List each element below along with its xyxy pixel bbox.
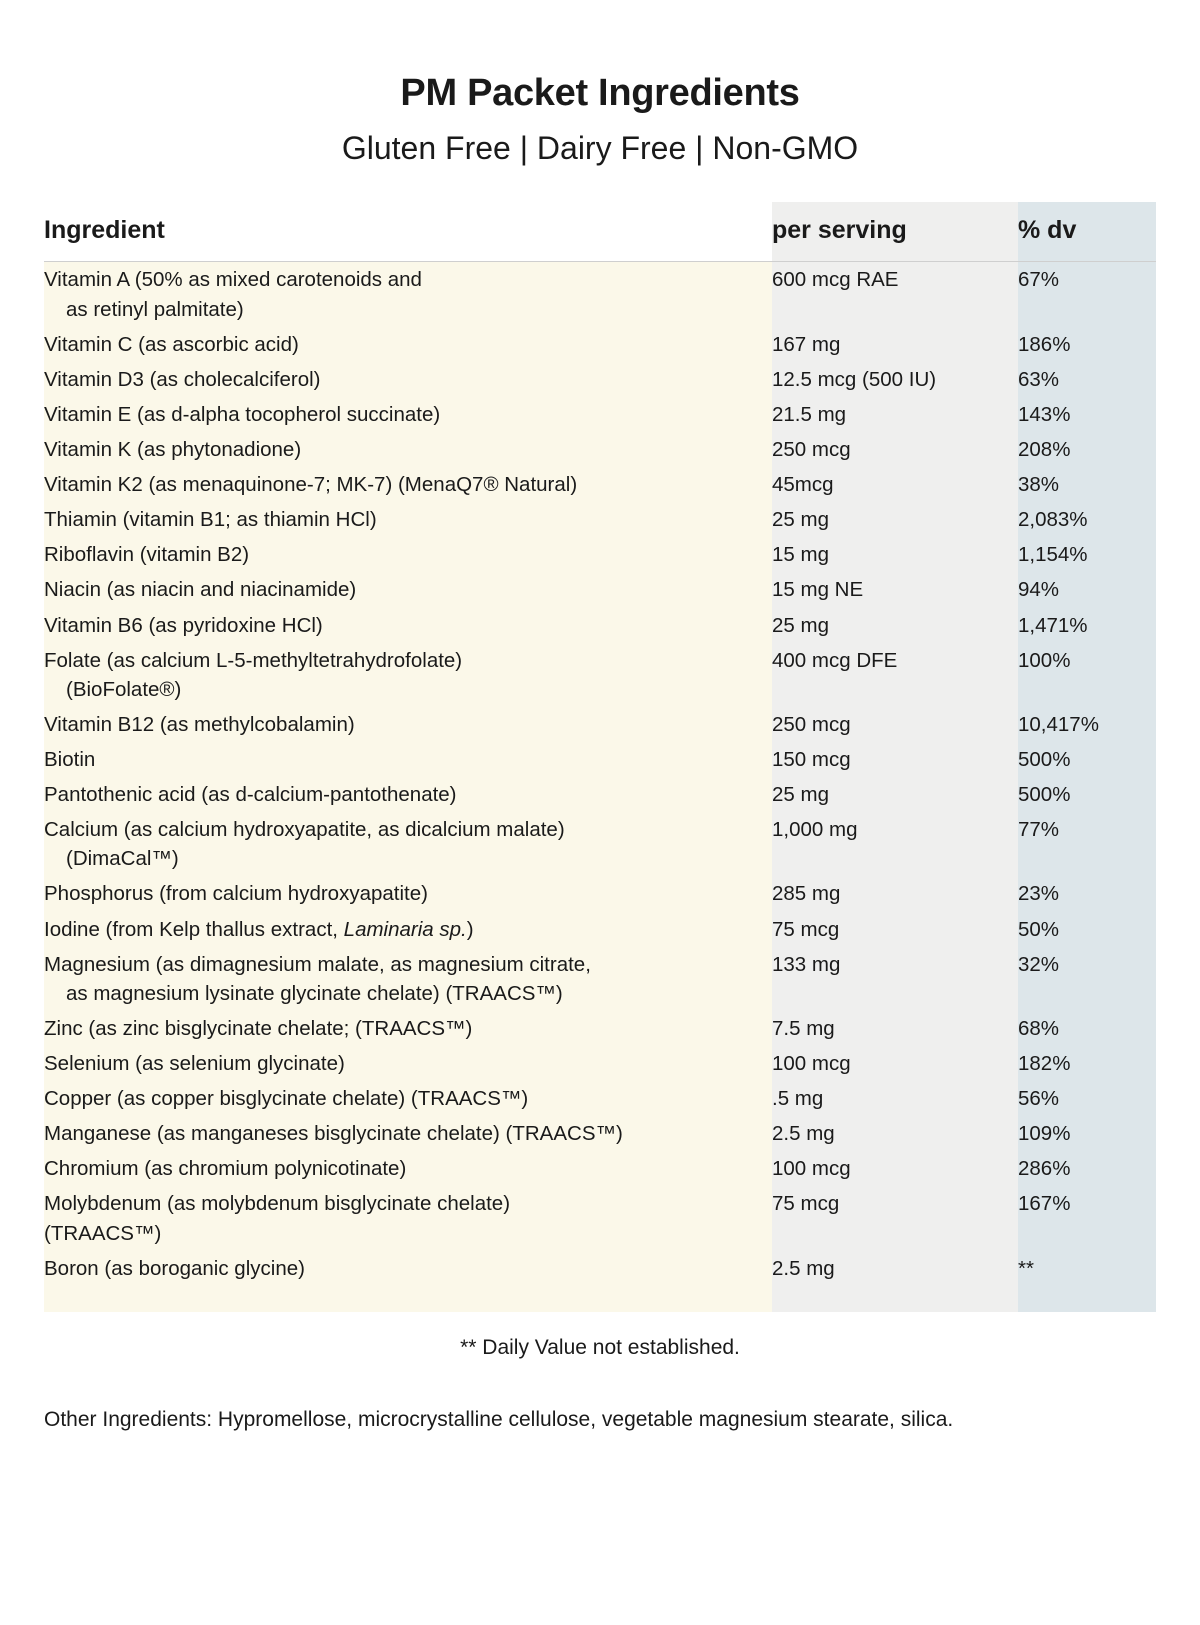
ingredient-per-serving: 15 mg NE xyxy=(772,572,1018,607)
ingredient-name: Vitamin K (as phytonadione) xyxy=(44,432,772,467)
ingredient-percent-dv: 500% xyxy=(1018,777,1156,812)
table-bottom-filler xyxy=(44,1286,1156,1312)
ingredient-name: Zinc (as zinc bisglycinate chelate; (TRAACS™) xyxy=(44,1011,772,1046)
ingredient-name: Manganese (as manganeses bisglycinate chelate) (TRAACS™) xyxy=(44,1116,772,1151)
table-row xyxy=(44,397,1156,432)
ingredient-percent-dv: 286% xyxy=(1018,1151,1156,1186)
ingredient-per-serving: 167 mg xyxy=(772,327,1018,362)
ingredient-per-serving: 285 mg xyxy=(772,876,1018,911)
ingredient-percent-dv: 500% xyxy=(1018,742,1156,777)
table-row xyxy=(44,1186,1156,1250)
table-filler-cell xyxy=(44,1286,772,1312)
ingredient-name: Vitamin E (as d-alpha tocopherol succinate) xyxy=(44,397,772,432)
ingredient-name: Riboflavin (vitamin B2) xyxy=(44,537,772,572)
ingredient-per-serving: 75 mcg xyxy=(772,1186,1018,1250)
table-row xyxy=(44,707,1156,742)
table-row xyxy=(44,1011,1156,1046)
ingredient-percent-dv: 100% xyxy=(1018,643,1156,707)
ingredient-name: Biotin xyxy=(44,742,772,777)
other-ingredients-text: Other Ingredients: Hypromellose, microcrystalline cellulose, vegetable magnesium stearate, silica. xyxy=(44,1407,954,1431)
ingredient-percent-dv: 38% xyxy=(1018,467,1156,502)
ingredient-percent-dv: 1,154% xyxy=(1018,537,1156,572)
table-row xyxy=(44,362,1156,397)
table-row xyxy=(44,432,1156,467)
ingredient-name: Vitamin A (50% as mixed carotenoids and as retinyl palmitate) xyxy=(44,262,772,327)
ingredient-name: Vitamin B6 (as pyridoxine HCl) xyxy=(44,608,772,643)
column-header-per-serving: per serving xyxy=(772,202,1018,262)
ingredient-name: Vitamin C (as ascorbic acid) xyxy=(44,327,772,362)
table-row xyxy=(44,262,1156,327)
ingredient-per-serving: 45mcg xyxy=(772,467,1018,502)
daily-value-footnote: ** Daily Value not established. xyxy=(460,1335,740,1359)
ingredient-name: Niacin (as niacin and niacinamide) xyxy=(44,572,772,607)
column-header-percent-dv: % dv xyxy=(1018,202,1156,262)
ingredient-name-continuation: as retinyl palmitate) xyxy=(66,297,244,321)
ingredient-name: Chromium (as chromium polynicotinate) xyxy=(44,1151,772,1186)
table-row xyxy=(44,327,1156,362)
column-header-ingredient: Ingredient xyxy=(44,202,772,262)
ingredient-percent-dv: 56% xyxy=(1018,1081,1156,1116)
ingredient-name: Vitamin D3 (as cholecalciferol) xyxy=(44,362,772,397)
ingredient-per-serving: 133 mg xyxy=(772,947,1018,1011)
ingredient-per-serving: 12.5 mcg (500 IU) xyxy=(772,362,1018,397)
ingredient-per-serving: 2.5 mg xyxy=(772,1116,1018,1151)
ingredient-name: Magnesium (as dimagnesium malate, as magnesium citrate, as magnesium lysinate glycinate chelate) (TRAACS™) xyxy=(44,947,772,1011)
page-title: PM Packet Ingredients xyxy=(400,72,800,114)
table-header xyxy=(44,202,1156,262)
table-row xyxy=(44,502,1156,537)
ingredient-percent-dv: 143% xyxy=(1018,397,1156,432)
ingredient-percent-dv: ** xyxy=(1018,1251,1156,1286)
table-row xyxy=(44,1046,1156,1081)
ingredient-percent-dv: 32% xyxy=(1018,947,1156,1011)
table-row xyxy=(44,912,1156,947)
ingredient-per-serving: 250 mcg xyxy=(772,707,1018,742)
ingredient-per-serving: 100 mcg xyxy=(772,1046,1018,1081)
ingredient-per-serving: 75 mcg xyxy=(772,912,1018,947)
ingredient-per-serving: 600 mcg RAE xyxy=(772,262,1018,327)
ingredient-per-serving: 7.5 mg xyxy=(772,1011,1018,1046)
table-row xyxy=(44,1116,1156,1151)
table-row xyxy=(44,947,1156,1011)
ingredient-per-serving: 25 mg xyxy=(772,777,1018,812)
ingredient-name-continuation: (BioFolate®) xyxy=(66,677,182,701)
ingredients-table xyxy=(44,202,1156,1311)
ingredient-percent-dv: 109% xyxy=(1018,1116,1156,1151)
table-filler-cell xyxy=(772,1286,1018,1312)
ingredient-percent-dv: 67% xyxy=(1018,262,1156,327)
ingredient-name: Vitamin K2 (as menaquinone-7; MK-7) (MenaQ7® Natural) xyxy=(44,467,772,502)
table-row xyxy=(44,777,1156,812)
ingredient-per-serving: 21.5 mg xyxy=(772,397,1018,432)
ingredient-name: Phosphorus (from calcium hydroxyapatite) xyxy=(44,876,772,911)
table-row xyxy=(44,467,1156,502)
table-body xyxy=(44,262,1156,1312)
ingredient-percent-dv: 50% xyxy=(1018,912,1156,947)
ingredient-name-continuation: (DimaCal™) xyxy=(66,847,179,871)
ingredient-name: Copper (as copper bisglycinate chelate) (TRAACS™) xyxy=(44,1081,772,1116)
table-row xyxy=(44,812,1156,876)
table-row xyxy=(44,608,1156,643)
ingredient-percent-dv: 167% xyxy=(1018,1186,1156,1250)
ingredient-name-continuation: as magnesium lysinate glycinate chelate) (TRAACS™) xyxy=(66,981,563,1005)
ingredient-per-serving: 250 mcg xyxy=(772,432,1018,467)
table-row xyxy=(44,537,1156,572)
ingredient-percent-dv: 1,471% xyxy=(1018,608,1156,643)
table-filler-cell xyxy=(1018,1286,1156,1312)
table-row xyxy=(44,1251,1156,1286)
ingredient-percent-dv: 94% xyxy=(1018,572,1156,607)
ingredient-per-serving: 400 mcg DFE xyxy=(772,643,1018,707)
ingredient-percent-dv: 2,083% xyxy=(1018,502,1156,537)
ingredient-per-serving: 1,000 mg xyxy=(772,812,1018,876)
ingredient-name-italic: Laminaria sp. xyxy=(343,917,467,941)
ingredient-name: Vitamin B12 (as methylcobalamin) xyxy=(44,707,772,742)
ingredient-name: Pantothenic acid (as d-calcium-pantothenate) xyxy=(44,777,772,812)
ingredient-name: Folate (as calcium L-5-methyltetrahydrofolate) (BioFolate®) xyxy=(44,643,772,707)
ingredient-name: Boron (as boroganic glycine) xyxy=(44,1251,772,1286)
ingredient-name: Iodine (from Kelp thallus extract, Laminaria sp.) xyxy=(44,912,772,947)
ingredient-percent-dv: 23% xyxy=(1018,876,1156,911)
ingredient-name: Molybdenum (as molybdenum bisglycinate chelate) (TRAACS™) xyxy=(44,1186,772,1250)
ingredient-per-serving: 25 mg xyxy=(772,502,1018,537)
ingredient-per-serving: 150 mcg xyxy=(772,742,1018,777)
table-row xyxy=(44,1081,1156,1116)
ingredient-name-continuation: (TRAACS™) xyxy=(44,1221,162,1245)
table-row xyxy=(44,1151,1156,1186)
ingredient-per-serving: 100 mcg xyxy=(772,1151,1018,1186)
ingredient-per-serving: 15 mg xyxy=(772,537,1018,572)
ingredient-per-serving: 25 mg xyxy=(772,608,1018,643)
ingredient-per-serving: 2.5 mg xyxy=(772,1251,1018,1286)
page-subtitle: Gluten Free | Dairy Free | Non-GMO xyxy=(341,129,859,166)
ingredient-percent-dv: 63% xyxy=(1018,362,1156,397)
ingredient-percent-dv: 68% xyxy=(1018,1011,1156,1046)
table-row xyxy=(44,572,1156,607)
ingredient-name: Selenium (as selenium glycinate) xyxy=(44,1046,772,1081)
ingredient-percent-dv: 186% xyxy=(1018,327,1156,362)
table-row xyxy=(44,876,1156,911)
table-row xyxy=(44,643,1156,707)
table-row xyxy=(44,742,1156,777)
document-page xyxy=(0,72,1200,1625)
ingredient-name: Calcium (as calcium hydroxyapatite, as dicalcium malate) (DimaCal™) xyxy=(44,812,772,876)
ingredient-percent-dv: 10,417% xyxy=(1018,707,1156,742)
ingredient-percent-dv: 77% xyxy=(1018,812,1156,876)
ingredient-name: Thiamin (vitamin B1; as thiamin HCl) xyxy=(44,502,772,537)
ingredient-per-serving: .5 mg xyxy=(772,1081,1018,1116)
ingredient-percent-dv: 182% xyxy=(1018,1046,1156,1081)
ingredient-percent-dv: 208% xyxy=(1018,432,1156,467)
ingredients-table-wrapper xyxy=(44,202,1156,1311)
